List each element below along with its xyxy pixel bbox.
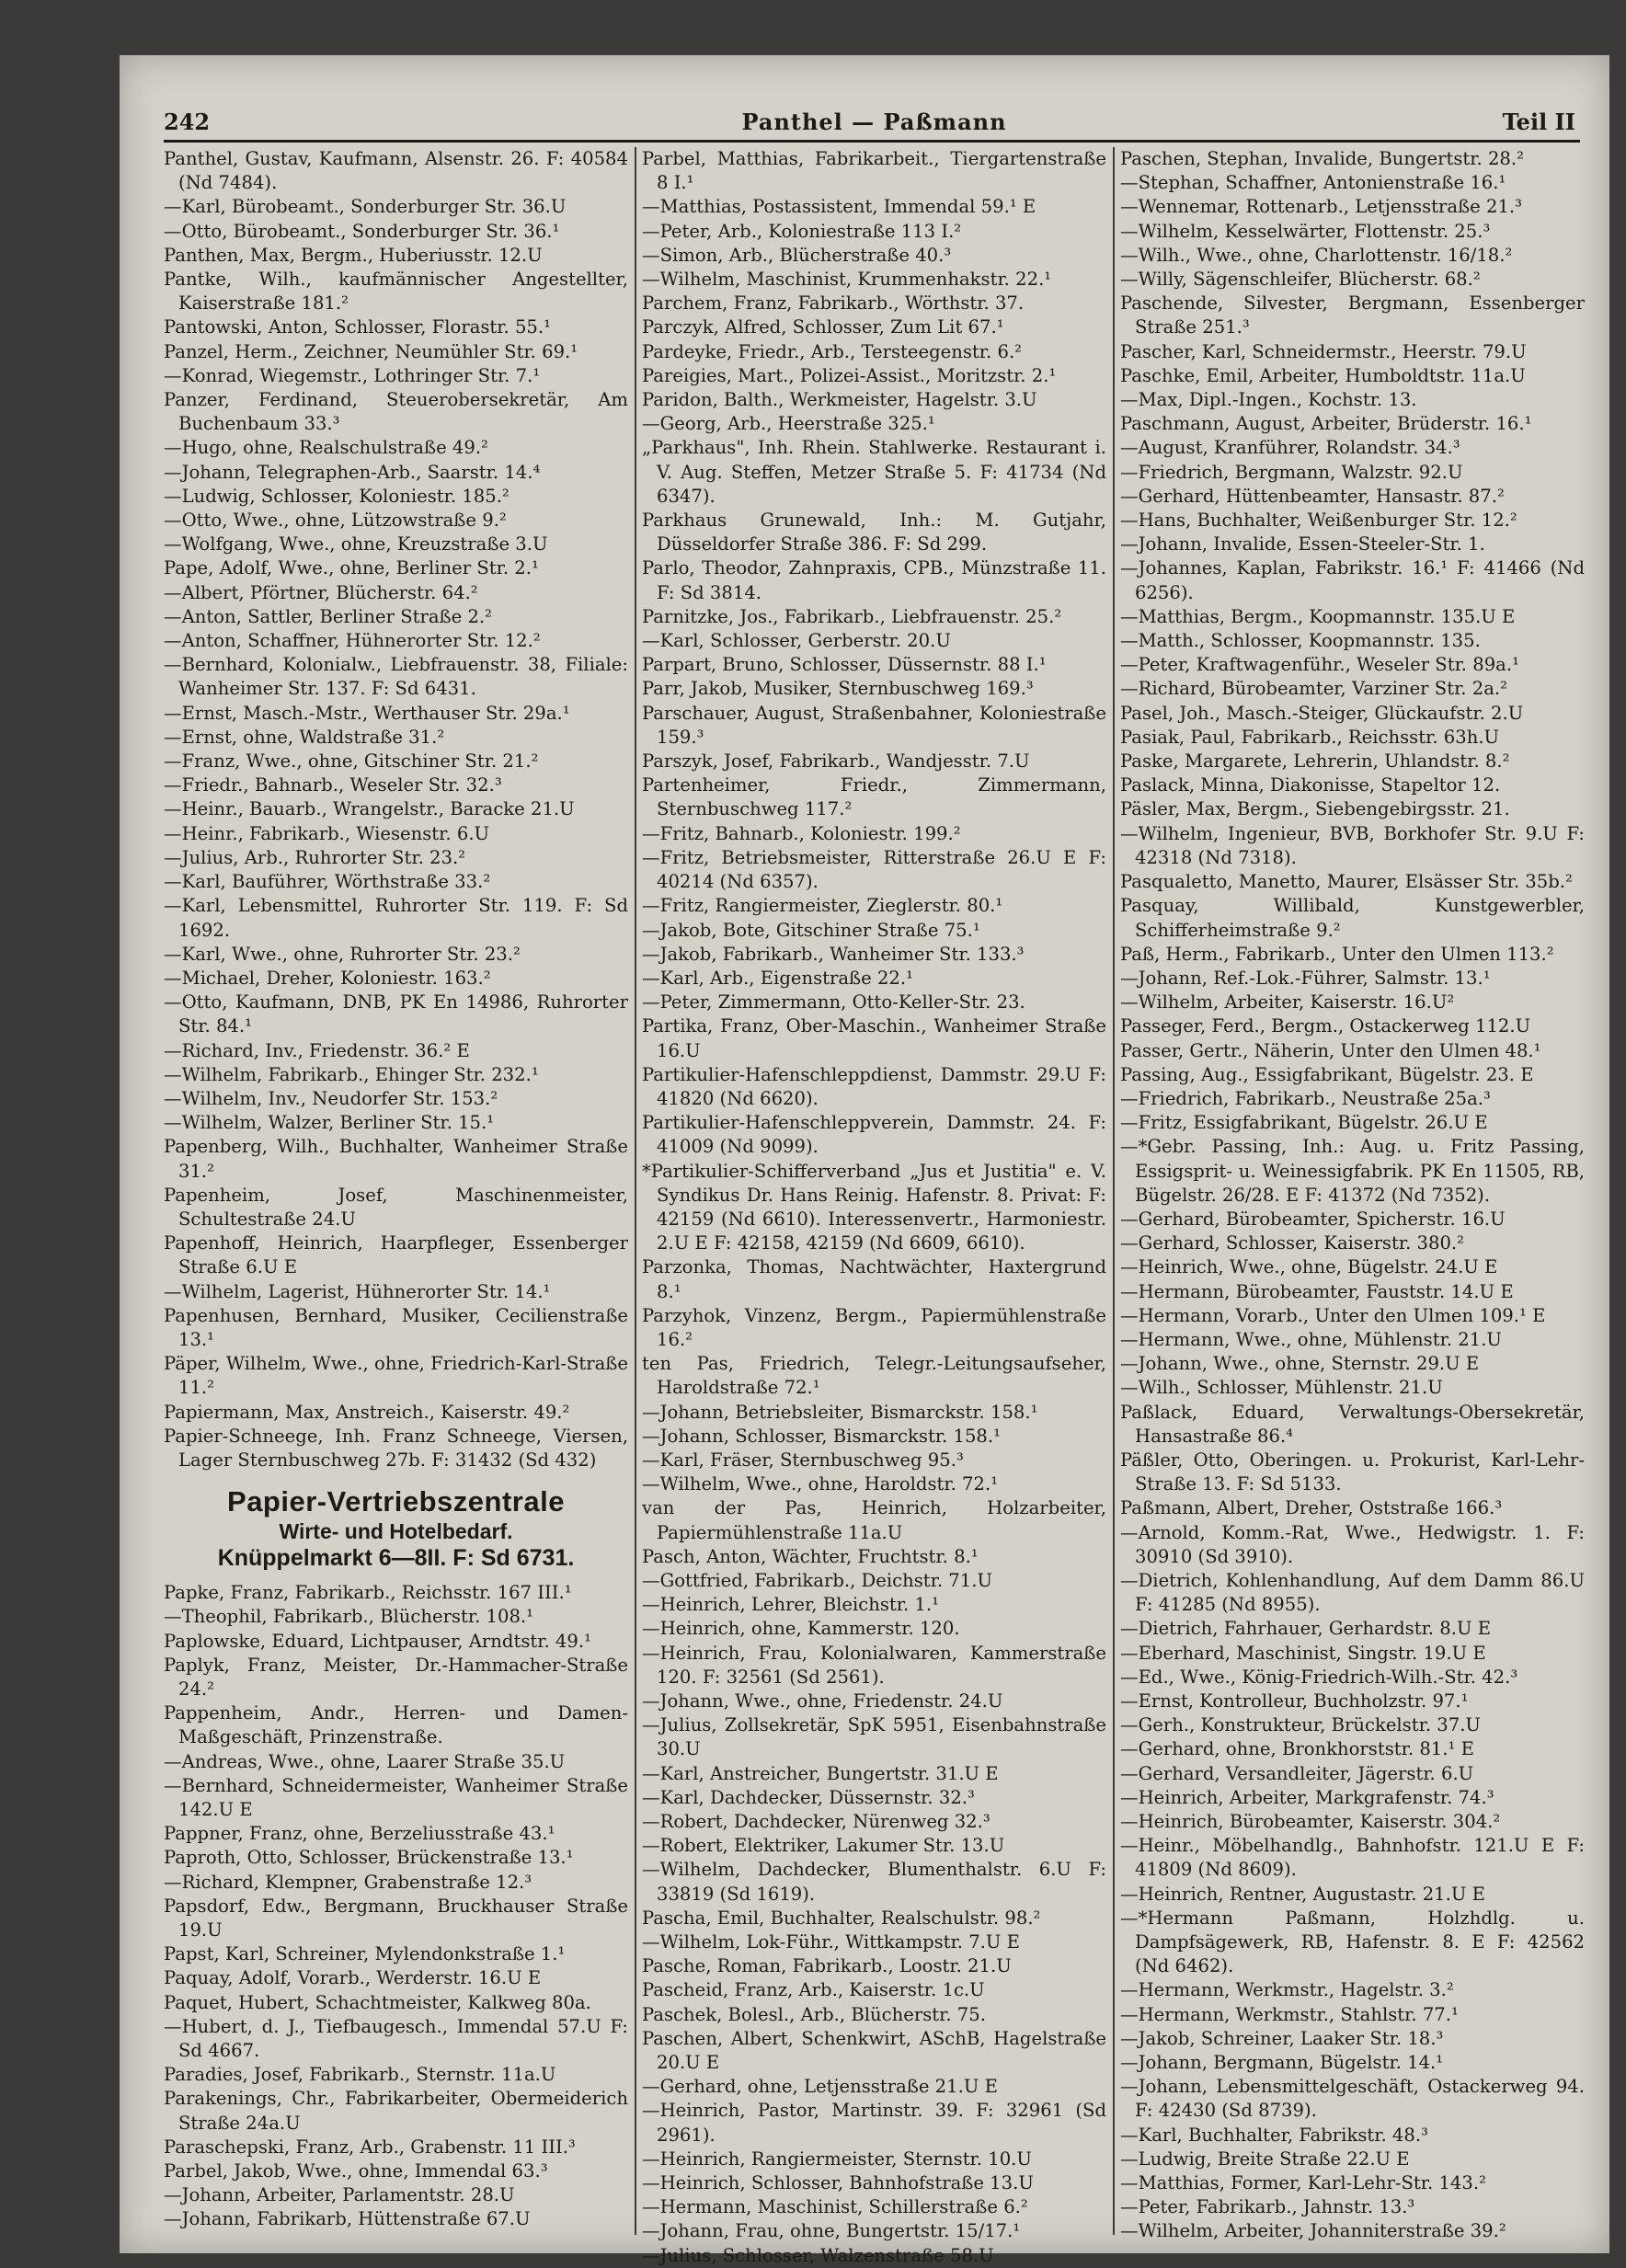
directory-entry: —Friedr., Bahnarb., Weseler Str. 32.³ <box>164 774 502 796</box>
directory-entry: —Heinrich, Bürobeamter, Kaiserstr. 304.² <box>1120 1811 1501 1833</box>
directory-entry: Pape, Adolf, Wwe., ohne, Berliner Str. 2.¹ <box>164 557 539 579</box>
directory-entry: —Johannes, Kaplan, Fabrikstr. 16.¹ F: 41466 (Nd 6256). <box>1120 557 1585 603</box>
directory-entry: Papsdorf, Edw., Bergmann, Bruckhauser Straße 19.U <box>164 1895 628 1942</box>
directory-entry: —Albert, Pförtner, Blücherstr. 64.² <box>164 581 478 603</box>
directory-entry: —Hermann, Werkmstr., Stahlstr. 77.¹ <box>1120 2003 1459 2025</box>
directory-entry: —Heinrich, Rentner, Augustastr. 21.U E <box>1120 1883 1485 1905</box>
directory-entry: Parzonka, Thomas, Nachtwächter, Haxtergrund 8.¹ <box>642 1256 1106 1302</box>
directory-entry: Panzel, Herm., Zeichner, Neumühler Str. 69.¹ <box>164 340 578 362</box>
directory-entry: —Eberhard, Maschinist, Singstr. 19.U E <box>1120 1642 1486 1664</box>
directory-entry: Partikulier-Hafenschleppverein, Dammstr. 24. F: 41009 (Nd 9099). <box>642 1112 1106 1158</box>
directory-entry: —Wilhelm, Wwe., ohne, Haroldstr. 72.¹ <box>642 1473 999 1495</box>
directory-entry: —Fritz, Betriebsmeister, Ritterstraße 26.U E F: 40214 (Nd 6357). <box>642 846 1106 893</box>
directory-entry: van der Pas, Heinrich, Holzarbeiter, Papiermühlenstraße 11a.U <box>642 1497 1106 1543</box>
directory-entry: —Bernhard, Schneidermeister, Wanheimer Straße 142.U E <box>164 1774 628 1820</box>
directory-entry: Paß, Herm., Fabrikarb., Unter den Ulmen 113.² <box>1120 943 1554 965</box>
directory-entry: —Karl, Arb., Eigenstraße 22.¹ <box>642 967 913 989</box>
directory-entry: —Wilh., Wwe., ohne, Charlottenstr. 16/18.² <box>1120 244 1513 266</box>
directory-entry: —Friedrich, Bergmann, Walzstr. 92.U <box>1120 461 1463 483</box>
directory-entry: —Peter, Fabrikarb., Jahnstr. 13.³ <box>1120 2196 1415 2218</box>
directory-entry: —Wilhelm, Walzer, Berliner Str. 15.¹ <box>164 1112 495 1134</box>
directory-entry: Papst, Karl, Schreiner, Mylendonkstraße 1.¹ <box>164 1943 566 1965</box>
column-2 <box>642 147 1106 2268</box>
directory-entry: Paquay, Adolf, Vorarb., Werderstr. 16.U E <box>164 1967 542 1989</box>
directory-entry: —Gerhard, Schlosser, Kaiserstr. 380.² <box>1120 1232 1465 1254</box>
directory-entry: Paske, Margarete, Lehrerin, Uhlandstr. 8.² <box>1120 750 1510 773</box>
directory-entry: —Robert, Elektriker, Lakumer Str. 13.U <box>642 1835 1005 1857</box>
directory-entry: —Franz, Wwe., ohne, Gitschiner Str. 21.² <box>164 750 539 773</box>
directory-entry: Parlo, Theodor, Zahnpraxis, CPB., Münzstraße 11. F: Sd 3814. <box>642 557 1106 603</box>
directory-entry: —Heinrich, Lehrer, Bleichstr. 1.¹ <box>642 1594 939 1616</box>
directory-entry: —Friedrich, Fabrikarb., Neustraße 25a.³ <box>1120 1087 1491 1109</box>
directory-entry: Papke, Franz, Fabrikarb., Reichsstr. 167 III.¹ <box>164 1582 572 1604</box>
directory-entry: „Parkhaus", Inh. Rhein. Stahlwerke. Restaurant i. V. Aug. Steffen, Metzer Straße 5. F: 41734 (Nd 6347). <box>642 437 1106 507</box>
directory-entry: —Wilhelm, Kesselwärter, Flottenstr. 25.³ <box>1120 220 1491 242</box>
directory-entry: Partika, Franz, Ober-Maschin., Wanheimer Straße 16.U <box>642 1015 1106 1061</box>
directory-entry: Paßmann, Albert, Dreher, Oststraße 166.³ <box>1120 1497 1503 1519</box>
directory-entry: Partikulier-Hafenschleppdienst, Dammstr. 29.U F: 41820 (Nd 6620). <box>642 1063 1106 1109</box>
directory-entry: —Johann, Lebensmittelgeschäft, Ostackerweg 94. F: 42430 (Sd 8739). <box>1120 2076 1585 2122</box>
directory-entry: Pascha, Emil, Buchhalter, Realschulstr. 98.² <box>642 1907 1041 1929</box>
directory-entry: Paschmann, August, Arbeiter, Brüderstr. 16.¹ <box>1120 413 1532 435</box>
directory-entry: —Konrad, Wiegemstr., Lothringer Str. 7.¹ <box>164 364 541 386</box>
column-1 <box>164 147 628 2232</box>
directory-entry: —Richard, Inv., Friedenstr. 36.² E <box>164 1039 470 1061</box>
directory-entry: —Heinrich, Rangiermeister, Sternstr. 10.U <box>642 2148 1032 2170</box>
directory-entry: —Wilhelm, Arbeiter, Kaiserstr. 16.U² <box>1120 991 1455 1014</box>
directory-entry: —Peter, Kraftwagenführ., Weseler Str. 89a.¹ <box>1120 654 1519 676</box>
directory-entry: —Ed., Wwe., König-Friedrich-Wilh.-Str. 42.³ <box>1120 1666 1518 1688</box>
directory-entry: —Wilhelm, Fabrikarb., Ehinger Str. 232.¹ <box>164 1063 539 1085</box>
directory-entry: Pasch, Anton, Wächter, Fruchtstr. 8.¹ <box>642 1545 979 1567</box>
column-divider <box>635 147 636 2235</box>
directory-entry: —Michael, Dreher, Koloniestr. 163.² <box>164 967 491 989</box>
directory-entry: Parczyk, Alfred, Schlosser, Zum Lit 67.¹ <box>642 316 1004 338</box>
directory-entry: —Andreas, Wwe., ohne, Laarer Straße 35.U <box>164 1750 566 1772</box>
directory-entry: —Gerhard, Versandleiter, Jägerstr. 6.U <box>1120 1762 1474 1784</box>
directory-entry: Paslack, Minna, Diakonisse, Stapeltor 12. <box>1120 774 1501 796</box>
directory-entry: Pasqualetto, Manetto, Maurer, Elsässer Str. 35b.² <box>1120 871 1573 893</box>
directory-entry: —Heinrich, Wwe., ohne, Bügelstr. 24.U E <box>1120 1256 1498 1278</box>
column-divider <box>1113 147 1115 2235</box>
ad-address: Knüppelmarkt 6—8II. F: Sd 6731. <box>217 1545 575 1572</box>
directory-entry: —Jakob, Schreiner, Laaker Str. 18.³ <box>1120 2027 1444 2049</box>
directory-entry: Parpart, Bruno, Schlosser, Düssernstr. 88 I.¹ <box>642 654 1047 676</box>
directory-entry: —Heinrich, Schlosser, Bahnhofstraße 13.U <box>642 2172 1034 2194</box>
directory-entry: Parnitzke, Jos., Fabrikarb., Liebfrauenstr. 25.² <box>642 605 1062 627</box>
directory-entry: —Heinrich, ohne, Kammerstr. 120. <box>642 1618 960 1640</box>
directory-entry: —Anton, Schaffner, Hühnerorter Str. 12.² <box>164 630 541 652</box>
directory-entry: —Karl, Bürobeamt., Sonderburger Str. 36.U <box>164 196 567 218</box>
directory-entry: Panzer, Ferdinand, Steuerobersekretär, Am Buchenbaum 33.³ <box>164 389 628 435</box>
directory-entry: —Johann, Telegraphen-Arb., Saarstr. 14.⁴ <box>164 461 541 483</box>
directory-entry: Pardeyke, Friedr., Arb., Tersteegenstr. 6.² <box>642 340 1023 362</box>
directory-entry: Passing, Aug., Essigfabrikant, Bügelstr. 23. E <box>1120 1063 1534 1085</box>
directory-entry: —Karl, Dachdecker, Düssernstr. 32.³ <box>642 1786 975 1808</box>
directory-entry: —Hans, Buchhalter, Weißenburger Str. 12.² <box>1120 510 1517 532</box>
directory-entry: Passer, Gertr., Näherin, Unter den Ulmen 48.¹ <box>1120 1039 1541 1061</box>
directory-entry: Paschen, Stephan, Invalide, Bungertstr. 28.² <box>1120 148 1524 169</box>
directory-entry: —Wilhelm, Maschinist, Krummenhakstr. 22.¹ <box>642 269 1052 291</box>
directory-entry: —Hubert, d. J., Tiefbaugesch., Immendal 57.U F: Sd 4667. <box>164 2015 628 2062</box>
directory-entry: Päper, Wilhelm, Wwe., ohne, Friedrich-Karl-Straße 11.² <box>164 1353 628 1399</box>
directory-entry: Parbel, Matthias, Fabrikarbeit., Tiergartenstraße 8 I.¹ <box>642 148 1106 194</box>
directory-entry: Parschauer, August, Straßenbahner, Koloniestraße 159.³ <box>642 702 1106 748</box>
directory-entry: Pasche, Roman, Fabrikarb., Loostr. 21.U <box>642 1955 1012 1977</box>
directory-entry: —Fritz, Bahnarb., Koloniestr. 199.² <box>642 822 961 844</box>
directory-entry: —Ernst, Kontrolleur, Buchholzstr. 97.¹ <box>1120 1690 1469 1712</box>
part-label: Teil II <box>1502 109 1575 135</box>
directory-entry: —Heinr., Möbelhandlg., Bahnhofstr. 121.U E F: 41809 (Nd 8609). <box>1120 1835 1585 1881</box>
directory-entry: —Karl, Fräser, Sternbuschweg 95.³ <box>642 1449 964 1471</box>
directory-entry: —Stephan, Schaffner, Antonienstraße 16.¹ <box>1120 172 1506 194</box>
directory-entry: —Hermann, Maschinist, Schillerstraße 6.² <box>642 2196 1028 2218</box>
directory-entry: —Johann, Schlosser, Bismarckstr. 158.¹ <box>642 1425 1001 1447</box>
column-1-entries-top <box>164 147 628 1472</box>
directory-entry: —Karl, Lebensmittel, Ruhrorter Str. 119. F: Sd 1692. <box>164 895 628 941</box>
directory-entry: Paquet, Hubert, Schachtmeister, Kalkweg 80a. <box>164 1991 591 2013</box>
directory-entry: Pappner, Franz, ohne, Berzeliusstraße 43.¹ <box>164 1823 555 1845</box>
directory-entry: —August, Kranführer, Rolandstr. 34.³ <box>1120 437 1460 459</box>
directory-entry: Partenheimer, Friedr., Zimmermann, Sternbuschweg 117.² <box>642 774 1106 820</box>
directory-entry: —Karl, Wwe., ohne, Ruhrorter Str. 23.² <box>164 943 521 965</box>
ad-company-name: Papier-Vertriebszentrale <box>227 1485 565 1518</box>
directory-entry: —Peter, Zimmermann, Otto-Keller-Str. 23. <box>642 991 1025 1014</box>
directory-entry: —Matth., Schlosser, Koopmannstr. 135. <box>1120 630 1481 652</box>
directory-entry: —Wilh., Schlosser, Mühlenstr. 21.U <box>1120 1377 1443 1399</box>
directory-entry: —Karl, Bauführer, Wörthstraße 33.² <box>164 871 491 893</box>
directory-entry: —Hermann, Werkmstr., Hagelstr. 3.² <box>1120 1979 1454 2001</box>
directory-entry: —Otto, Kaufmann, DNB, PK En 14986, Ruhrorter Str. 84.¹ <box>164 991 628 1037</box>
directory-entry: —Wilhelm, Ingenieur, BVB, Borkhofer Str. 9.U F: 42318 (Nd 7318). <box>1120 822 1585 868</box>
directory-entry: Pasquay, Willibald, Kunstgewerbler, Schifferheimstraße 9.² <box>1120 895 1585 941</box>
directory-entry: —Matthias, Bergm., Koopmannstr. 135.U E <box>1120 605 1516 627</box>
directory-entry: Papenhusen, Bernhard, Musiker, Cecilienstraße 13.¹ <box>164 1304 628 1350</box>
directory-entry: —*Hermann Paßmann, Holzhdlg. u. Dampfsägewerk, RB, Hafenstr. 8. E F: 42562 (Nd 6462). <box>1120 1907 1585 1977</box>
column-3-entries <box>1120 147 1585 2244</box>
directory-entry: Pasiak, Paul, Fabrikarb., Reichsstr. 63h.U <box>1120 726 1500 748</box>
column-2-entries <box>642 147 1106 2268</box>
directory-entry: Papenheim, Josef, Maschinenmeister, Schultestraße 24.U <box>164 1184 628 1230</box>
directory-entry: Pascher, Karl, Schneidermstr., Heerstr. 79.U <box>1120 340 1527 362</box>
directory-entry: —Ernst, ohne, Waldstraße 31.² <box>164 726 445 748</box>
directory-entry: —Otto, Bürobeamt., Sonderburger Str. 36.¹ <box>164 220 560 242</box>
directory-entry: Paschen, Albert, Schenkwirt, ASchB, Hagelstraße 20.U E <box>642 2027 1106 2074</box>
directory-entry: Papenhoff, Heinrich, Haarpfleger, Essenberger Straße 6.U E <box>164 1232 628 1278</box>
directory-entry: Paraschepski, Franz, Arb., Grabenstr. 11 III.³ <box>164 2136 576 2158</box>
directory-entry: —Theophil, Fabrikarb., Blücherstr. 108.¹ <box>164 1606 534 1628</box>
directory-entry: —Ernst, Masch.-Mstr., Werthauser Str. 29a.¹ <box>164 702 570 724</box>
ad-tagline: Wirte- und Hotelbedarf. <box>279 1519 513 1544</box>
directory-entry: Panthen, Max, Bergm., Huberiusstr. 12.U <box>164 244 543 266</box>
directory-entry: Papenberg, Wilh., Buchhalter, Wanheimer Straße 31.² <box>164 1136 628 1182</box>
directory-entry: *Partikulier-Schifferverband „Jus et Justitia" e. V. Syndikus Dr. Hans Reinig. Hafenstr. 8. Privat: F: 42159 (Nd 6610). Interessenvertr., Harmoniestr. 2.U E F: 42158, 42159 (Nd 6609, 6610). <box>642 1160 1106 1254</box>
directory-entry: Paßlack, Eduard, Verwaltungs-Obersekretär, Hansastraße 86.⁴ <box>1120 1401 1585 1447</box>
directory-entry: Paschek, Bolesl., Arb., Blücherstr. 75. <box>642 2003 986 2025</box>
directory-entry: —Gerh., Konstrukteur, Brückelstr. 37.U <box>1120 1714 1481 1736</box>
directory-entry: Pasel, Joh., Masch.-Steiger, Glückaufstr. 2.U <box>1120 702 1524 724</box>
directory-entry: —Matthias, Former, Karl-Lehr-Str. 143.² <box>1120 2172 1486 2194</box>
directory-entry: —Richard, Bürobeamter, Varziner Str. 2a.² <box>1120 678 1507 700</box>
directory-entry: —Johann, Wwe., ohne, Sternstr. 29.U E <box>1120 1353 1480 1375</box>
directory-entry: Päsler, Max, Bergm., Siebengebirgsstr. 21. <box>1120 798 1510 820</box>
directory-entry: —Johann, Wwe., ohne, Friedenstr. 24.U <box>642 1690 1003 1712</box>
directory-entry: —Otto, Wwe., ohne, Lützowstraße 9.² <box>164 510 507 532</box>
directory-entry: —Karl, Anstreicher, Bungertstr. 31.U E <box>642 1762 999 1784</box>
directory-entry: —Johann, Invalide, Essen-Steeler-Str. 1. <box>1120 533 1485 556</box>
running-title: Panthel — Paßmann <box>741 109 1007 135</box>
directory-entry: —Robert, Dachdecker, Nürenweg 32.³ <box>642 1811 990 1833</box>
directory-entry: —*Gebr. Passing, Inh.: Aug. u. Fritz Passing, Essigsprit- u. Weinessigfabrik. PK En 11505, RB, Bügelstr. 26/28. E F: 41372 (Nd 7352). <box>1120 1136 1585 1206</box>
directory-entry: —Fritz, Essigfabrikant, Bügelstr. 26.U E <box>1120 1112 1488 1134</box>
directory-entry: Paschende, Silvester, Bergmann, Essenberger Straße 251.³ <box>1120 292 1585 338</box>
directory-entry: Päßler, Otto, Oberingen. u. Prokurist, Karl-Lehr-Straße 13. F: Sd 5133. <box>1120 1449 1585 1495</box>
directory-entry: —Hermann, Vorarb., Unter den Ulmen 109.¹ E <box>1120 1304 1546 1326</box>
directory-entry: Papier-Schneege, Inh. Franz Schneege, Viersen, Lager Sternbuschweg 27b. F: 31432 (Sd 432) <box>164 1425 628 1471</box>
directory-entry: —Georg, Arb., Heerstraße 325.¹ <box>642 413 935 435</box>
directory-entry: —Wolfgang, Wwe., ohne, Kreuzstraße 3.U <box>164 533 548 556</box>
directory-entry: —Julius, Zollsekretär, SpK 5951, Eisenbahnstraße 30.U <box>642 1714 1106 1760</box>
directory-entry: —Matthias, Postassistent, Immendal 59.¹ E <box>642 196 1036 218</box>
directory-entry: —Arnold, Komm.-Rat, Wwe., Hedwigstr. 1. F: 30910 (Sd 3910). <box>1120 1521 1585 1567</box>
directory-entry: —Jakob, Bote, Gitschiner Straße 75.¹ <box>642 919 980 941</box>
directory-entry: —Johann, Betriebsleiter, Bismarckstr. 158.¹ <box>642 1401 1038 1423</box>
directory-entry: —Julius, Schlosser, Walzenstraße 58.U <box>642 2244 994 2266</box>
advertisement-block <box>164 1485 628 1572</box>
directory-entry: —Wilhelm, Lok-Führ., Wittkampstr. 7.U E <box>642 1931 1020 1953</box>
directory-entry: —Dietrich, Fahrhauer, Gerhardstr. 8.U E <box>1120 1618 1491 1640</box>
directory-entry: —Jakob, Fabrikarb., Wanheimer Str. 133.³ <box>642 943 1025 965</box>
directory-entry: —Bernhard, Kolonialw., Liebfrauenstr. 38, Filiale: Wanheimer Str. 137. F: Sd 6431. <box>164 654 628 700</box>
directory-entry: —Gerhard, ohne, Letjensstraße 21.U E <box>642 2076 998 2098</box>
directory-entry: —Heinrich, Arbeiter, Markgrafenstr. 74.³ <box>1120 1786 1494 1808</box>
directory-entry: —Max, Dipl.-Ingen., Kochstr. 13. <box>1120 389 1417 411</box>
directory-entry: Paschke, Emil, Arbeiter, Humboldtstr. 11a.U <box>1120 364 1526 386</box>
directory-entry: Paplowske, Eduard, Lichtpauser, Arndtstr. 49.¹ <box>164 1630 591 1652</box>
directory-entry: —Johann, Ref.-Lok.-Führer, Salmstr. 13.¹ <box>1120 967 1491 989</box>
directory-entry: —Ludwig, Schlosser, Koloniestr. 185.² <box>164 485 510 507</box>
directory-entry: —Hermann, Wwe., ohne, Mühlenstr. 21.U <box>1120 1328 1502 1350</box>
directory-entry: —Wilhelm, Dachdecker, Blumenthalstr. 6.U F: 33819 (Sd 1619). <box>642 1859 1106 1905</box>
column-3 <box>1120 147 1585 2244</box>
directory-entry: —Dietrich, Kohlenhandlung, Auf dem Damm 86.U F: 41285 (Nd 8955). <box>1120 1569 1585 1616</box>
directory-entry: —Heinr., Bauarb., Wrangelstr., Baracke 21.U <box>164 798 575 820</box>
header-rule <box>164 140 1580 143</box>
directory-entry: —Gerhard, Bürobeamter, Spicherstr. 16.U <box>1120 1208 1506 1230</box>
directory-entry: Pareigies, Mart., Polizei-Assist., Moritzstr. 2.¹ <box>642 364 1057 386</box>
directory-entry: —Wilhelm, Arbeiter, Johanniterstraße 39.² <box>1120 2220 1506 2242</box>
directory-entry: Paplyk, Franz, Meister, Dr.-Hammacher-Straße 24.² <box>164 1654 628 1700</box>
directory-entry: —Wilhelm, Inv., Neudorfer Str. 153.² <box>164 1087 498 1109</box>
directory-entry: Paridon, Balth., Werkmeister, Hagelstr. 3.U <box>642 389 1037 411</box>
directory-entry: Parszyk, Josef, Fabrikarb., Wandjesstr. 7.U <box>642 750 1030 773</box>
directory-entry: Parkhaus Grunewald, Inh.: M. Gutjahr, Düsseldorfer Straße 386. F: Sd 299. <box>642 510 1106 556</box>
directory-entry: Parchem, Franz, Fabrikarb., Wörthstr. 37. <box>642 292 1025 315</box>
directory-entry: —Simon, Arb., Blücherstraße 40.³ <box>642 244 952 266</box>
directory-entry: —Ludwig, Breite Straße 22.U E <box>1120 2148 1410 2170</box>
directory-entry: Parzyhok, Vinzenz, Bergm., Papiermühlenstraße 16.² <box>642 1304 1106 1350</box>
directory-entry: Panthel, Gustav, Kaufmann, Alsenstr. 26. F: 40584 (Nd 7484). <box>164 148 628 194</box>
directory-entry: —Heinrich, Frau, Kolonialwaren, Kammerstraße 120. F: 32561 (Sd 2561). <box>642 1642 1106 1688</box>
directory-entry: Papiermann, Max, Anstreich., Kaiserstr. 49.² <box>164 1401 570 1423</box>
directory-entry: Paradies, Josef, Fabrikarb., Sternstr. 11a.U <box>164 2064 556 2086</box>
directory-entry: —Karl, Schlosser, Gerberstr. 20.U <box>642 630 951 652</box>
directory-entry: —Fritz, Rangiermeister, Zieglerstr. 80.¹ <box>642 895 1003 917</box>
directory-entry: —Wennemar, Rottenarb., Letjensstraße 21.³ <box>1120 196 1523 218</box>
directory-entry: Paproth, Otto, Schlosser, Brückenstraße 13.¹ <box>164 1847 574 1869</box>
directory-entry: ten Pas, Friedrich, Telegr.-Leitungsaufseher, Haroldstraße 72.¹ <box>642 1353 1106 1399</box>
directory-entry: Pantke, Wilh., kaufmännischer Angestellter, Kaiserstraße 181.² <box>164 269 628 315</box>
directory-entry: Passeger, Ferd., Bergm., Ostackerweg 112.U <box>1120 1015 1531 1037</box>
directory-entry: Parr, Jakob, Musiker, Sternbuschweg 169.³ <box>642 678 1034 700</box>
directory-entry: —Wilhelm, Lagerist, Hühnerorter Str. 14.¹ <box>164 1280 551 1302</box>
directory-entry: —Gerhard, ohne, Bronkhorststr. 81.¹ E <box>1120 1738 1474 1760</box>
directory-entry: Parakenings, Chr., Fabrikarbeiter, Obermeiderich Straße 24a.U <box>164 2088 628 2134</box>
page-number: 242 <box>164 109 211 135</box>
directory-entry: —Johann, Fabrikarb, Hüttenstraße 67.U <box>164 2208 531 2230</box>
directory-entry: —Heinrich, Pastor, Martinstr. 39. F: 32961 (Sd 2961). <box>642 2100 1106 2146</box>
directory-entry: —Hermann, Bürobeamter, Fauststr. 14.U E <box>1120 1280 1514 1302</box>
directory-entry: —Hugo, ohne, Realschulstraße 49.² <box>164 437 488 459</box>
directory-entry: Parbel, Jakob, Wwe., ohne, Immendal 63.³ <box>164 2160 548 2182</box>
column-1-entries-bottom <box>164 1581 628 2231</box>
directory-entry: —Johann, Arbeiter, Parlamentstr. 28.U <box>164 2184 515 2206</box>
directory-entry: —Willy, Sägenschleifer, Blücherstr. 68.² <box>1120 269 1481 291</box>
directory-entry: —Johann, Frau, ohne, Bungertstr. 15/17.¹ <box>642 2220 1021 2242</box>
directory-entry: —Peter, Arb., Koloniestraße 113 I.² <box>642 220 962 242</box>
directory-entry: —Johann, Bergmann, Bügelstr. 14.¹ <box>1120 2052 1444 2074</box>
directory-entry: —Gerhard, Hüttenbeamter, Hansastr. 87.² <box>1120 485 1505 507</box>
directory-entry: Pascheid, Franz, Arb., Kaiserstr. 1c.U <box>642 1979 985 2001</box>
directory-entry: —Karl, Buchhalter, Fabrikstr. 48.³ <box>1120 2124 1428 2146</box>
directory-entry: Pantowski, Anton, Schlosser, Florastr. 55.¹ <box>164 316 551 338</box>
directory-entry: Pappenheim, Andr., Herren- und Damen-Maßgeschäft, Prinzenstraße. <box>164 1702 628 1748</box>
directory-entry: —Anton, Sattler, Berliner Straße 2.² <box>164 605 493 627</box>
directory-entry: —Richard, Klempner, Grabenstraße 12.³ <box>164 1871 532 1893</box>
directory-entry: —Heinr., Fabrikarb., Wiesenstr. 6.U <box>164 822 490 844</box>
directory-entry: —Julius, Arb., Ruhrorter Str. 23.² <box>164 846 466 868</box>
directory-entry: —Gottfried, Fabrikarb., Deichstr. 71.U <box>642 1569 992 1591</box>
directory-page <box>120 55 1609 2266</box>
